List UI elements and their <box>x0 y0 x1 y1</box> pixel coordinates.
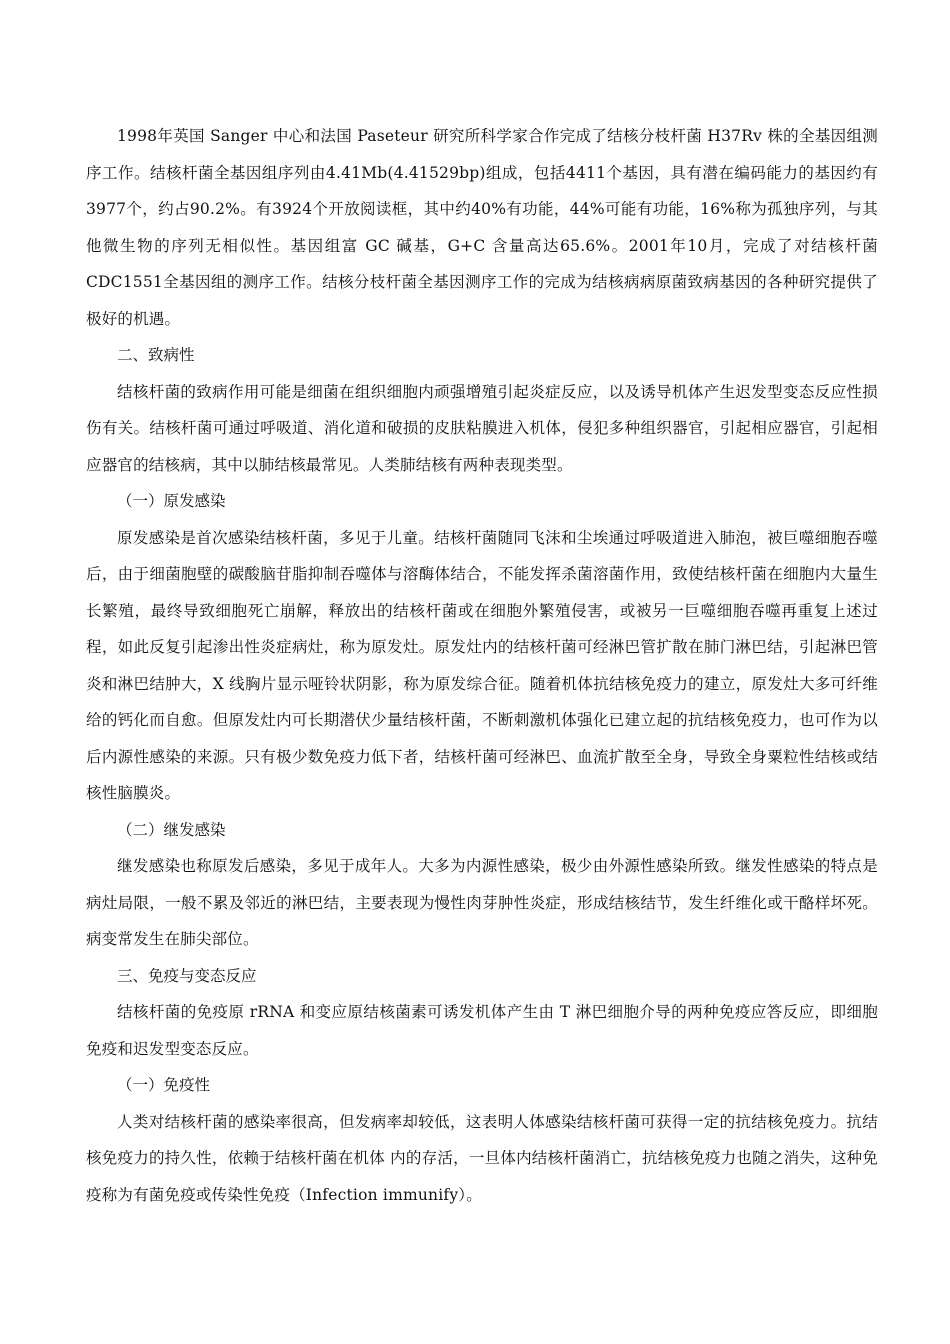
paragraph-genome-sequencing: 1998年英国 Sanger 中心和法国 Paseteur 研究所科学家合作完成了结核分枝杆菌 H37Rv 株的全基因组测序工作。结核杆菌全基因组序列由4.41Mb(4.41529bp)组成，包括4411个基因，具有潜在编码能力的基因约有3977个，约占90.2%。有3924个开放阅读框，其中约40%有功能，44%可能有功能，16%称为孤独序列，与其他微生物的序列无相似性。基因组富 GC 碱基，G+C 含量高达65.6%。2001年10月，完成了对结核杆菌CDC1551全基因组的测序工作。结核分枝杆菌全基因测序工作的完成为结核病病原菌致病基因的各种研究提供了极好的机遇。 <box>86 127 878 328</box>
heading-secondary-infection: （二）继发感染 <box>117 820 226 839</box>
heading-immunity-hypersensitivity: 三、免疫与变态反应 <box>117 966 257 985</box>
heading-immunity: （一）免疫性 <box>117 1076 211 1094</box>
document-page <box>86 118 878 1213</box>
paragraph-primary-infection: 原发感染是首次感染结核杆菌，多见于儿童。结核杆菌随同飞沫和尘埃通过呼吸道进入肺泡，被巨噬细胞吞噬后，由于细菌胞壁的碳酸脑苷脂抑制吞噬体与溶酶体结合，不能发挥杀菌溶菌作用，致使结核杆菌在细胞内大量生长繁殖，最终导致细胞死亡崩解，释放出的结核杆菌或在细胞外繁殖侵害，或被另一巨噬细胞吞噬再重复上述过程，如此反复引起渗出性炎症病灶，称为原发灶。原发灶内的结核杆菌可经淋巴管扩散在肺门淋巴结，引起淋巴管炎和淋巴结肿大，X 线胸片显示哑铃状阴影，称为原发综合征。随着机体抗结核免疫力的建立，原发灶大多可纤维给的钙化而自愈。但原发灶内可长期潜伏少量结核杆菌，不断刺激机体强化已建立起的抗结核免疫力，也可作为以后内源性感染的来源。只有极少数免疫力低下者，结核杆菌可经淋巴、血流扩散至全身，导致全身粟粒性结核或结核性脑膜炎。 <box>86 528 878 802</box>
paragraph-secondary-infection: 继发感染也称原发后感染，多见于成年人。大多为内源性感染，极少由外源性感染所致。继发性感染的特点是病灶局限，一般不累及邻近的淋巴结，主要表现为慢性肉芽肿性炎症，形成结核结节，发生纤维化或干酪样坏死。病变常发生在肺尖部位。 <box>86 857 878 948</box>
heading-pathogenicity: 二、致病性 <box>117 346 195 364</box>
paragraph-pathogenic-mechanism: 结核杆菌的致病作用可能是细菌在组织细胞内顽强增殖引起炎症反应，以及诱导机体产生迟发型变态反应性损伤有关。结核杆菌可通过呼吸道、消化道和破损的皮肤粘膜进入机体，侵犯多种组织器官，引起相应器官，引起相应器官的结核病，其中以肺结核最常见。人类肺结核有两种表现类型。 <box>86 382 878 474</box>
paragraph-immunity: 人类对结核杆菌的感染率很高，但发病率却较低，这表明人体感染结核杆菌可获得一定的抗结核免疫力。抗结核免疫力的持久性，依赖于结核杆菌在机体 内的存活，一旦体内结核杆菌消亡，抗结核免疫力也随之消失，这种免疫称为有菌免疫或传染性免疫（Infection immunify）。 <box>86 1112 878 1204</box>
heading-primary-infection: （一）原发感染 <box>117 492 226 510</box>
paragraph-immune-response: 结核杆菌的免疫原 rRNA 和变应原结核菌素可诱发机体产生由 T 淋巴细胞介导的两种免疫应答反应，即细胞免疫和迟发型变态反应。 <box>86 1003 878 1058</box>
